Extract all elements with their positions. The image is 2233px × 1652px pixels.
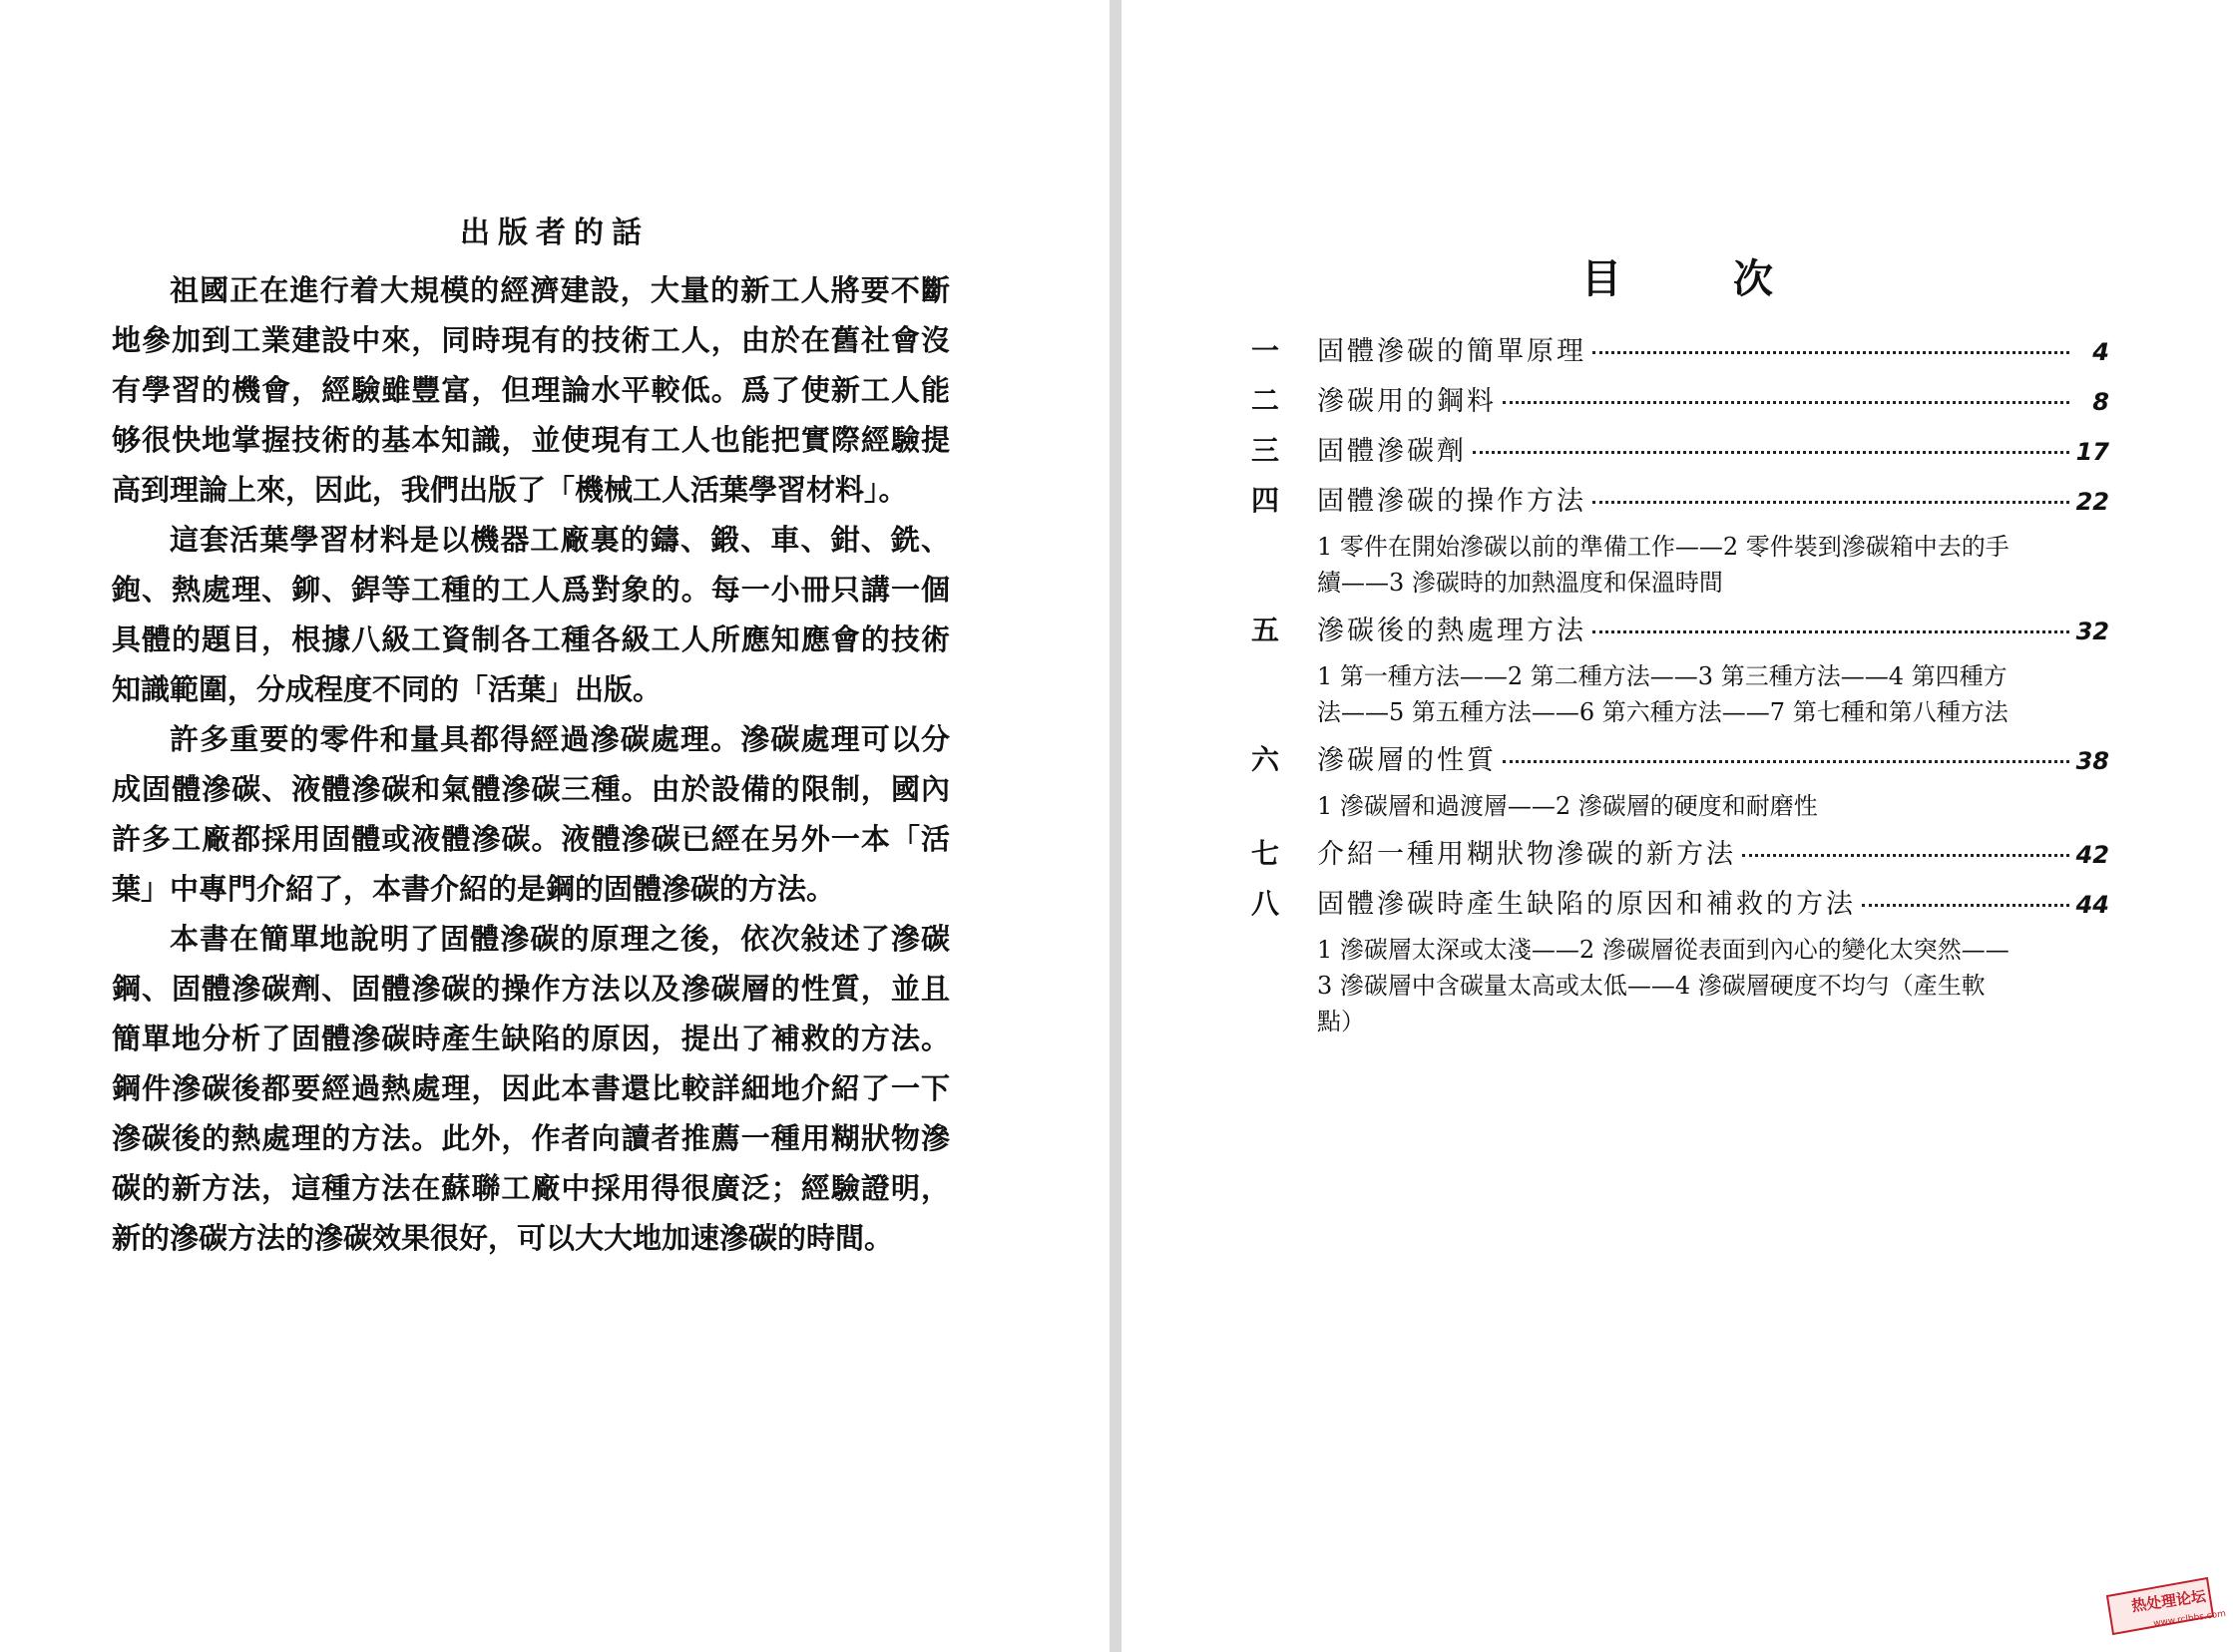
toc-entry-2[interactable] <box>1251 379 2109 429</box>
watermark-text: 热处理论坛 <box>2130 1586 2207 1616</box>
toc-subentries-5: 1 第一種方法——2 第二種方法——3 第三種方法——4 第四種方法——5 第五種方法——6 第六種方法——7 第七種和第八種方法 <box>1317 662 2009 726</box>
toc-entry-7[interactable] <box>1251 832 2109 882</box>
toc-entry-text: 固體滲碳的操作方法 <box>1317 486 1586 517</box>
toc-entry-text: 固體滲碳的簡單原理 <box>1317 336 1586 367</box>
toc-entry-number: 八 <box>1251 887 1280 920</box>
right-page <box>1121 0 2233 1652</box>
toc-entry-page: 42 <box>2075 841 2109 869</box>
preface-paragraph-4: 本書在簡單地說明了固體滲碳的原理之後，依次敍述了滲碳鋼、固體滲碳劑、固體滲碳的操作方法以及滲碳層的性質，並且簡單地分析了固體滲碳時產生缺陷的原因，提出了補救的方法。鋼件滲碳後都要經過熱處理，因此本書還比較詳細地介紹了一下滲碳後的熱處理的方法。此外，作者向讀者推薦一種用糊狀物滲碳的新方法，這種方法在蘇聯工廠中採用得很廣泛；經驗證明，新的滲碳方法的滲碳效果很好，可以大大地加速滲碳的時間。 <box>112 922 950 1255</box>
toc-subentries-6: 1 滲碳層和過渡層——2 滲碳層的硬度和耐磨性 <box>1317 792 1818 820</box>
toc-entry-4[interactable] <box>1251 479 2109 529</box>
toc-entry-3[interactable] <box>1251 429 2109 479</box>
toc-entry-page: 22 <box>2075 488 2109 516</box>
toc-title <box>1121 247 2233 304</box>
toc-entry-page: 32 <box>2075 618 2109 645</box>
watermark-url: www.rclbbs.com <box>2152 1608 2227 1630</box>
toc-entry-8[interactable] <box>1251 882 2109 932</box>
toc-entry-page: 17 <box>2075 438 2109 466</box>
toc-dot-leader <box>1473 451 2069 454</box>
preface-paragraph-1: 祖國正在進行着大規模的經濟建設，大量的新工人將要不斷地參加到工業建設中來，同時現有的技術工人，由於在舊社會沒有學習的機會，經驗雖豐富，但理論水平較低。爲了使新工人能够很快地掌握技術的基本知識，並使現有工人也能把實際經驗提高到理論上來，因此，我們出版了「機械工人活葉學習材料」。 <box>112 273 950 507</box>
toc-dot-leader <box>1503 760 2069 763</box>
toc-entry-1[interactable] <box>1251 329 2109 379</box>
toc-entry-number: 六 <box>1251 743 1280 776</box>
preface-title: 出版者的話 <box>460 215 650 250</box>
preface-body <box>112 265 950 1263</box>
table-of-contents <box>1251 329 2109 1047</box>
toc-entry-number: 三 <box>1251 434 1280 467</box>
toc-entry-text: 固體滲碳劑 <box>1317 436 1467 467</box>
toc-entry-number: 二 <box>1251 384 1280 417</box>
toc-entry-page: 38 <box>2075 747 2109 775</box>
left-page <box>0 0 1110 1652</box>
toc-entry-5[interactable] <box>1251 609 2109 658</box>
toc-dot-leader <box>1592 501 2069 504</box>
toc-dot-leader <box>1592 630 2069 633</box>
toc-title-char-2: 次 <box>1733 256 1773 302</box>
forum-watermark <box>2103 1576 2227 1638</box>
toc-entry-number: 四 <box>1251 484 1280 517</box>
toc-entry-text: 滲碳用的鋼料 <box>1317 386 1497 417</box>
toc-dot-leader <box>1503 401 2069 404</box>
toc-entry-text: 固體滲碳時產生缺陷的原因和補救的方法 <box>1317 889 1856 920</box>
toc-entry-6[interactable] <box>1251 738 2109 788</box>
toc-entry-number: 五 <box>1251 614 1280 646</box>
preface-paragraph-3: 許多重要的零件和量具都得經過滲碳處理。滲碳處理可以分成固體滲碳、液體滲碳和氣體滲碳三種。由於設備的限制，國內許多工廠都採用固體或液體滲碳。液體滲碳已經在另外一本「活葉」中專門介紹了，本書介紹的是鋼的固體滲碳的方法。 <box>112 722 950 906</box>
toc-dot-leader <box>1742 854 2069 857</box>
preface-paragraph-2: 這套活葉學習材料是以機器工廠裏的鑄、鍛、車、鉗、銑、鉋、熱處理、鉚、銲等工種的工人爲對象的。每一小冊只講一個具體的題目，根據八級工資制各工種各級工人所應知應會的技術知識範圍，分成程度不同的「活葉」出版。 <box>112 523 950 706</box>
toc-entry-text: 滲碳層的性質 <box>1317 745 1497 776</box>
toc-entry-number: 一 <box>1251 334 1280 367</box>
toc-entry-text: 介紹一種用糊狀物滲碳的新方法 <box>1317 839 1736 870</box>
toc-entry-page: 8 <box>2092 388 2109 416</box>
toc-entry-page: 4 <box>2092 338 2109 366</box>
toc-dot-leader <box>1862 904 2069 907</box>
toc-title-char-1: 目 <box>1581 256 1621 302</box>
toc-entry-text: 滲碳後的熱處理方法 <box>1317 616 1586 646</box>
toc-subentries-4: 1 零件在開始滲碳以前的準備工作——2 零件裝到滲碳箱中去的手續——3 滲碳時的加熱溫度和保溫時間 <box>1317 533 2010 597</box>
toc-subentries-8: 1 滲碳層太深或太淺——2 滲碳層從表面到內心的變化太突然——3 滲碳層中含碳量太高或太低——4 滲碳層硬度不均勻（產生軟點） <box>1317 936 2010 1035</box>
toc-dot-leader <box>1592 351 2069 354</box>
toc-entry-number: 七 <box>1251 837 1280 870</box>
toc-entry-page: 44 <box>2075 891 2109 919</box>
